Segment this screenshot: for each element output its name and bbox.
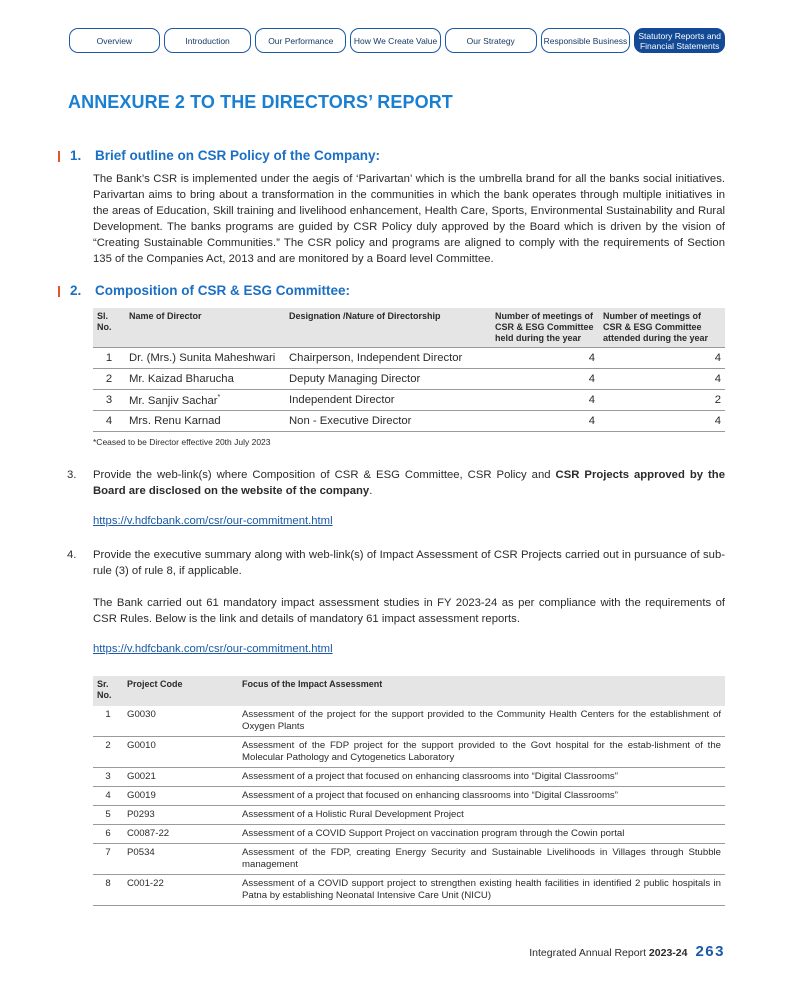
table-row [93,768,725,787]
cell-designation: Non - Executive Director [285,411,491,432]
cell-focus: Assessment of the project for the support provided to the Community Health Centers for the establishment of Oxygen Plants [238,706,725,737]
column-header: Sr. No. [93,676,123,706]
cell-attended: 4 [599,348,725,369]
cell-code: G0021 [123,768,238,787]
cell-name: Mr. Kaizad Bharucha [125,369,285,390]
item-4 [67,547,725,579]
cell-focus: Assessment of the FDP, creating Energy Security and Sustainable Livelihoods in Villages through Stubble management [238,844,725,875]
column-header: Focus of the Impact Assessment [238,676,725,706]
section-title: Brief outline on CSR Policy of the Company: [95,148,381,163]
csr-policy-paragraph: The Bank’s CSR is implemented under the aegis of ‘Parivartan’ which is the umbrella brand for all the banks social initiatives. Parivartan aims to bring about a transformation in the communities in which the bank operates through multiple initiatives in the areas of Education, Skill training and livelihood enhancement, Health Care, Sports, Environmental Sustainability and Rural Development. The banks programs are guided by CSR Policy duly approved by the Board which is driven by the vision of “Creating Sustainable Communities.” The CSR policy and programs are aligned to comply with the requirements of Section 135 of the Companies Act, 2013 and are monitored by a Board level Committee. [93,173,725,265]
cell-focus: Assessment of a COVID support project to strengthen existing health facilities in identified 2 public hospitals in Patna by establishing Neonatal Intensive Care Unit (NICU) [238,875,725,906]
column-header: Project Code [123,676,238,706]
table-row [93,875,725,906]
item-text-end: . [369,485,373,497]
cell-code: G0019 [123,787,238,806]
cell-sr: 1 [93,706,123,737]
footnote-marker: * [217,393,221,401]
cell-sl: 4 [93,411,125,432]
cell-sl: 2 [93,369,125,390]
csr-weblink-1[interactable]: https://v.hdfcbank.com/csr/our-commitment.html [93,515,333,527]
table-row [93,737,725,768]
tab-introduction[interactable]: Introduction [164,28,252,53]
table-row [93,390,725,411]
cell-code: C0087-22 [123,825,238,844]
page-title: ANNEXURE 2 TO THE DIRECTORS’ REPORT [68,92,453,112]
cell-name: Mrs. Renu Karnad [125,411,285,432]
section-marker [58,286,60,297]
item-text: Provide the executive summary along with web-link(s) of Impact Assessment of CSR Projects carried out in pursuance of sub-rule (3) of rule 8, if applicable. [93,549,725,577]
table-row [93,411,725,432]
report-name [529,947,687,959]
cell-held: 4 [491,369,599,390]
cell-attended: 2 [599,390,725,411]
cell-code: G0030 [123,706,238,737]
page-number: 263 [695,943,725,960]
table-row [93,844,725,875]
column-header: Name of Director [125,308,285,348]
csr-weblink-2[interactable]: https://v.hdfcbank.com/csr/our-commitment.html [93,643,333,655]
committee-table [93,308,725,432]
cell-sr: 8 [93,875,123,906]
cell-sr: 6 [93,825,123,844]
table-header-row [93,308,725,348]
page-footer [529,943,725,960]
top-navigation [69,28,725,54]
cell-sl: 1 [93,348,125,369]
table-row [93,825,725,844]
cell-sr: 7 [93,844,123,875]
cell-code: G0010 [123,737,238,768]
table-row [93,706,725,737]
cell-designation: Independent Director [285,390,491,411]
cell-held: 4 [491,348,599,369]
report-title: Integrated Annual Report [529,947,646,959]
section-number: 1. [70,148,82,163]
cell-held: 4 [491,390,599,411]
section-marker [58,151,60,162]
tab-responsible-business[interactable]: Responsible Business [541,28,631,53]
cell-code: P0293 [123,806,238,825]
section-1-heading [58,148,380,163]
section-number: 2. [70,283,82,298]
impact-assessment-table [93,676,725,906]
cell-sr: 3 [93,768,123,787]
table-row [93,369,725,390]
cell-focus: Assessment of a Holistic Rural Development Project [238,806,725,825]
tab-our-strategy[interactable]: Our Strategy [445,28,537,53]
cell-attended: 4 [599,411,725,432]
column-header: Designation /Nature of Directorship [285,308,491,348]
item-text-plain: Provide the web-link(s) where Composition of CSR & ESG Committee, CSR Policy and [93,469,556,481]
cell-focus: Assessment of a project that focused on enhancing classrooms into “Digital Classrooms” [238,768,725,787]
cell-focus: Assessment of a COVID Support Project on vaccination program through the Cowin portal [238,825,725,844]
table-row [93,806,725,825]
cell-attended: 4 [599,369,725,390]
column-header: Sl. No. [93,308,125,348]
table-footnote: *Ceased to be Director effective 20th July 2023 [93,437,271,447]
column-header: Number of meetings of CSR & ESG Committee attended during the year [599,308,725,348]
tab-statutory-reports[interactable]: Statutory Reports and Financial Statements [634,28,725,53]
cell-focus: Assessment of a project that focused on enhancing classrooms into “Digital Classrooms” [238,787,725,806]
cell-sl: 3 [93,390,125,411]
section-2-heading [58,283,350,298]
table-header-row [93,676,725,706]
table-row [93,348,725,369]
item-text [93,467,725,499]
cell-held: 4 [491,411,599,432]
cell-name: Dr. (Mrs.) Sunita Maheshwari [125,348,285,369]
item-text-bold: CSR Projects approved by the Board are disclosed on the website of the company [93,469,725,497]
item-number: 4. [67,549,77,561]
cell-designation: Deputy Managing Director [285,369,491,390]
cell-focus: Assessment of the FDP project for the support provided to the Govt hospital for the estab-lishment of the Molecular Pathology and Cytogenetics Laboratory [238,737,725,768]
cell-sr: 4 [93,787,123,806]
report-year: 2023-24 [648,947,688,959]
cell-code: P0534 [123,844,238,875]
director-name: Mr. Sanjiv Sachar [129,394,218,407]
tab-how-we-create-value[interactable]: How We Create Value [350,28,441,53]
cell-sr: 2 [93,737,123,768]
cell-designation: Chairperson, Independent Director [285,348,491,369]
tab-our-performance[interactable]: Our Performance [255,28,346,53]
cell-name [125,390,285,411]
item-number: 3. [67,469,77,481]
cell-sr: 5 [93,806,123,825]
column-header: Number of meetings of CSR & ESG Committee held during the year [491,308,599,348]
section-title: Composition of CSR & ESG Committee: [95,283,351,298]
table-row [93,787,725,806]
impact-assessment-paragraph: The Bank carried out 61 mandatory impact assessment studies in FY 2023-24 as per compliance with the requirements of CSR Rules. Below is the link and details of mandatory 61 impact assessment reports. [93,597,725,625]
cell-code: C001-22 [123,875,238,906]
item-3 [67,467,725,499]
tab-overview[interactable]: Overview [69,28,160,53]
